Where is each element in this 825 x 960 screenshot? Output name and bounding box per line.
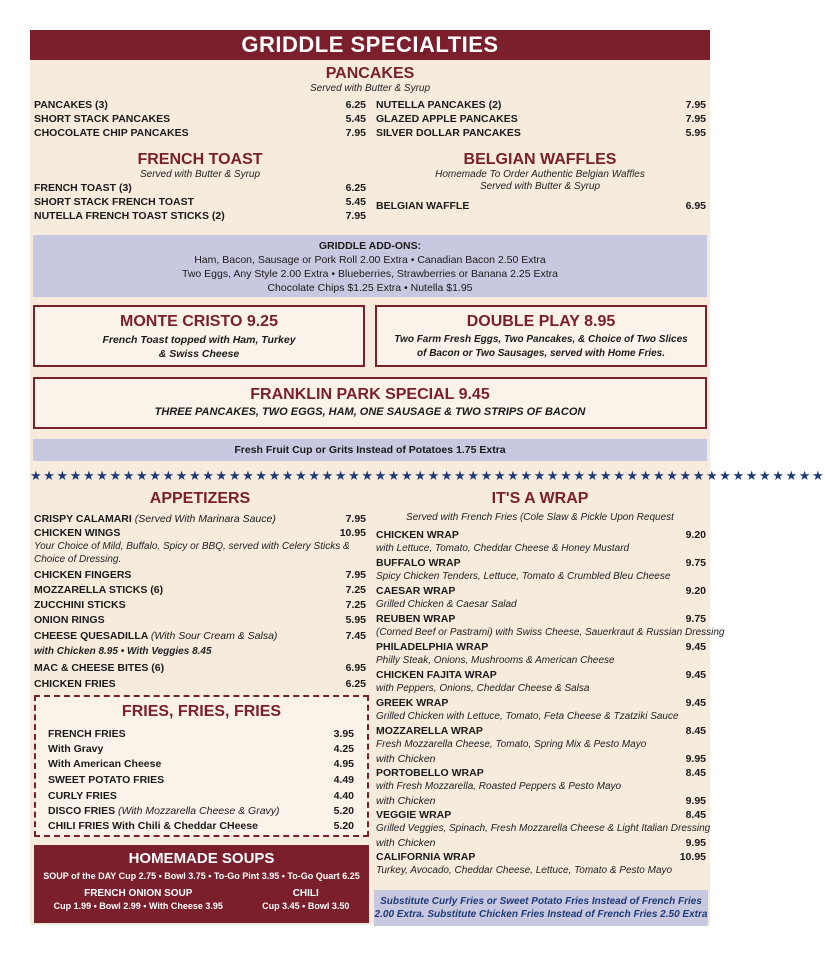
menu-item: DISCO FRIES (With Mozzarella Cheese & Gravy) 5.20 <box>48 805 354 817</box>
menu-item: MOZZARELLA STICKS (6) 7.25 <box>34 584 366 596</box>
wrap-price: 8.45 <box>685 767 706 779</box>
wrap-price: 9.45 <box>685 697 706 709</box>
wrap-name: BUFFALO WRAP <box>376 557 461 569</box>
wrap-price: 9.75 <box>685 613 706 625</box>
menu-item: PANCAKES (3) 6.25 <box>34 99 366 111</box>
monte-cristo-desc: French Toast topped with Ham, Turkey <box>102 334 296 346</box>
wrap-description: Philly Steak, Onions, Mushrooms & American Cheese <box>376 655 615 666</box>
item-description: Choice of Dressing. <box>34 554 122 565</box>
wrap-sub-price: 9.95 <box>685 753 706 765</box>
wrap-description: Grilled Chicken with Lettuce, Tomato, Feta Cheese & Tzatziki Sauce <box>376 711 679 722</box>
wrap-sub-label: with Chicken <box>376 753 436 765</box>
menu-item: MAC & CHEESE BITES (6) 6.95 <box>34 662 366 674</box>
monte-cristo-box <box>33 305 365 367</box>
wrap-item <box>376 528 706 542</box>
pancakes-note: Served with Butter & Syrup <box>309 83 431 94</box>
fruit-note: Fresh Fruit Cup or Grits Instead of Potatoes 1.75 Extra <box>33 439 707 461</box>
menu-item: With American Cheese 4.95 <box>48 758 354 770</box>
wrap-description: Spicy Chicken Tenders, Lettuce, Tomato & Crumbled Bleu Cheese <box>376 571 671 582</box>
menu-item: CHICKEN FRIES 6.25 <box>34 678 366 690</box>
wrap-description: with Lettuce, Tomato, Cheddar Cheese & Honey Mustard <box>376 543 630 554</box>
menu-item: NUTELLA FRENCH TOAST STICKS (2) 7.95 <box>34 210 366 222</box>
menu-item: CHICKEN WINGS 10.95 <box>34 527 366 539</box>
wrap-description: Grilled Chicken & Caesar Salad <box>376 599 517 610</box>
menu-item: ZUCCHINI STICKS 7.25 <box>34 599 366 611</box>
french-onion-soup <box>54 887 223 913</box>
item-description: Your Choice of Mild, Buffalo, Spicy or BBQ, served with Celery Sticks & <box>34 541 350 552</box>
menu-item: With Gravy 4.25 <box>48 743 354 755</box>
wrap-price: 10.95 <box>679 851 706 863</box>
wrap-price: 9.20 <box>685 585 706 597</box>
soup-prices: Cup 3.45 • Bowl 3.50 <box>262 901 350 911</box>
addons-line: Ham, Bacon, Sausage or Pork Roll 2.00 Extra • Canadian Bacon 2.50 Extra <box>194 254 546 266</box>
menu-item: CHICKEN FINGERS 7.95 <box>34 569 366 581</box>
addons-line: Two Eggs, Any Style 2.00 Extra • Blueberries, Strawberries or Banana 2.25 Extra <box>181 268 559 280</box>
french-toast-note: Served with Butter & Syrup <box>139 169 261 180</box>
wrap-name: CALIFORNIA WRAP <box>376 851 476 863</box>
wrap-name: CHICKEN FAJITA WRAP <box>376 669 497 681</box>
wrap-sub-price: 9.95 <box>685 837 706 849</box>
wrap-name: CHICKEN WRAP <box>376 529 459 541</box>
soup-list <box>34 887 369 913</box>
wrap-price: 9.45 <box>685 669 706 681</box>
wrap-description: Turkey, Avocado, Cheddar Cheese, Lettuce, Tomato & Pesto Mayo <box>376 865 673 876</box>
menu-item: CURLY FRIES 4.40 <box>48 790 354 802</box>
wrap-name: GREEK WRAP <box>376 697 449 709</box>
wrap-item <box>376 850 706 864</box>
wrap-sub-option <box>376 836 706 850</box>
wrap-sub-label: with Chicken <box>376 795 436 807</box>
menu-item: SWEET POTATO FRIES 4.49 <box>48 774 354 786</box>
wrap-item <box>376 696 706 710</box>
menu-item: CHOCOLATE CHIP PANCAKES 7.95 <box>34 127 366 139</box>
wrap-name: CAESAR WRAP <box>376 585 456 597</box>
wrap-item <box>376 766 706 780</box>
double-play-desc: of Bacon or Two Sausages, served with Home Fries. <box>416 348 666 359</box>
soups-heading: HOMEMADE SOUPS <box>128 850 275 867</box>
page-title: GRIDDLE SPECIALTIES <box>30 30 710 60</box>
substitute-line: Substitute Curly Fries or Sweet Potato Fries Instead of French Fries <box>380 896 702 907</box>
double-play-box <box>375 305 707 367</box>
wrap-item <box>376 640 706 654</box>
wrap-item <box>376 808 706 822</box>
wrap-price: 9.20 <box>685 529 706 541</box>
menu-item: FRENCH FRIES 3.95 <box>48 728 354 740</box>
double-play-title: DOUBLE PLAY 8.95 <box>466 313 616 330</box>
wrap-name: PHILADELPHIA WRAP <box>376 641 489 653</box>
fries-heading: FRIES, FRIES, FRIES <box>121 703 282 720</box>
wrap-name: PORTOBELLO WRAP <box>376 767 484 779</box>
wrap-sub-label: with Chicken <box>376 837 436 849</box>
wrap-description: with Peppers, Onions, Cheddar Cheese & Salsa <box>376 683 590 694</box>
soups-box <box>34 845 369 923</box>
wrap-description: with Fresh Mozzarella, Roasted Peppers & Pesto Mayo <box>376 781 622 792</box>
french-toast-heading: FRENCH TOAST <box>137 151 263 168</box>
item-description: with Chicken 8.95 • With Veggies 8.45 <box>34 646 212 657</box>
menu-item: FRENCH TOAST (3) 6.25 <box>34 182 366 194</box>
menu-item: SHORT STACK FRENCH TOAST 5.45 <box>34 196 366 208</box>
addons-line: Chocolate Chips $1.25 Extra • Nutella $1.95 <box>267 282 473 294</box>
menu-item: SILVER DOLLAR PANCAKES 5.95 <box>376 127 706 139</box>
wrap-sub-option <box>376 794 706 808</box>
soup-title: FRENCH ONION SOUP <box>84 888 193 899</box>
wrap-item <box>376 724 706 738</box>
menu-item: CHEESE QUESADILLA (With Sour Cream & Salsa) 7.45 <box>34 630 366 642</box>
menu-page <box>30 30 825 925</box>
wrap-price: 9.75 <box>685 557 706 569</box>
franklin-park-box <box>33 377 707 429</box>
menu-item: CHILI FRIES With Chili & Cheddar CHeese 5.20 <box>48 820 354 832</box>
waffles-heading: BELGIAN WAFFLES <box>463 151 617 168</box>
wrap-description: Grilled Veggies, Spinach, Fresh Mozzarella Cheese & Light Italian Dressing <box>376 823 711 834</box>
menu-item: SHORT STACK PANCAKES 5.45 <box>34 113 366 125</box>
double-play-desc: Two Farm Fresh Eggs, Two Pancakes, & Choice of Two Slices <box>394 334 688 345</box>
chili <box>262 887 349 913</box>
appetizers-heading: APPETIZERS <box>149 490 251 507</box>
menu-item: ONION RINGS 5.95 <box>34 614 366 626</box>
waffles-note: Served with Butter & Syrup <box>479 181 601 192</box>
wrap-item <box>376 584 706 598</box>
soup-prices: Cup 1.99 • Bowl 2.99 • With Cheese 3.95 <box>53 901 223 911</box>
soup-title: CHILI <box>292 888 319 899</box>
wrap-description: (Corned Beef or Pastrami) with Swiss Cheese, Sauerkraut & Russian Dressing <box>376 627 725 638</box>
wrap-sub-option <box>376 752 706 766</box>
wrap-price: 8.45 <box>685 725 706 737</box>
wraps-heading: IT'S A WRAP <box>491 490 589 507</box>
menu-item: CRISPY CALAMARI (Served With Marinara Sauce) 7.95 <box>34 513 366 525</box>
griddle-addons <box>33 235 707 297</box>
addons-title: GRIDDLE ADD-ONS: <box>318 240 422 252</box>
fries-box <box>34 695 369 837</box>
menu-item: GLAZED APPLE PANCAKES 7.95 <box>376 113 706 125</box>
wrap-price: 9.45 <box>685 641 706 653</box>
wrap-name: VEGGIE WRAP <box>376 809 452 821</box>
franklin-park-desc: THREE PANCAKES, TWO EGGS, HAM, ONE SAUSAGE & TWO STRIPS OF BACON <box>154 406 586 418</box>
wrap-name: REUBEN WRAP <box>376 613 456 625</box>
monte-cristo-title: MONTE CRISTO 9.25 <box>120 313 278 330</box>
wraps-note: Served with French Fries (Cole Slaw & Pickle Upon Request <box>406 512 674 523</box>
substitute-line: 2.00 Extra. Substitute Chicken Fries Instead of French Fries 2.50 Extra <box>374 909 708 920</box>
wrap-item <box>376 556 706 570</box>
wrap-item <box>376 612 706 626</box>
menu-item: BELGIAN WAFFLE 6.95 <box>376 200 706 212</box>
pancakes-heading: PANCAKES <box>325 65 415 82</box>
waffles-note: Homemade To Order Authentic Belgian Waffles <box>435 169 645 180</box>
substitute-note <box>374 890 708 926</box>
wrap-sub-price: 9.95 <box>685 795 706 807</box>
wrap-item <box>376 668 706 682</box>
franklin-park-title: FRANKLIN PARK SPECIAL 9.45 <box>250 386 490 403</box>
wrap-price: 8.45 <box>685 809 706 821</box>
wrap-name: MOZZARELLA WRAP <box>376 725 483 737</box>
wrap-description: Fresh Mozzarella Cheese, Tomato, Spring Mix & Pesto Mayo <box>376 739 647 750</box>
star-divider: ★★★★★★★★★★★★★★★★★★★★★★★★★★★★★★★★★★★★★★★★★★★★★★★★★★★★★★★★★★★★ <box>30 468 825 483</box>
monte-cristo-desc: & Swiss Cheese <box>158 348 240 360</box>
soup-of-day: SOUP of the DAY Cup 2.75 • Bowl 3.75 • To-Go Pint 3.95 • To-Go Quart 6.25 <box>43 871 360 881</box>
menu-item: NUTELLA PANCAKES (2) 7.95 <box>376 99 706 111</box>
